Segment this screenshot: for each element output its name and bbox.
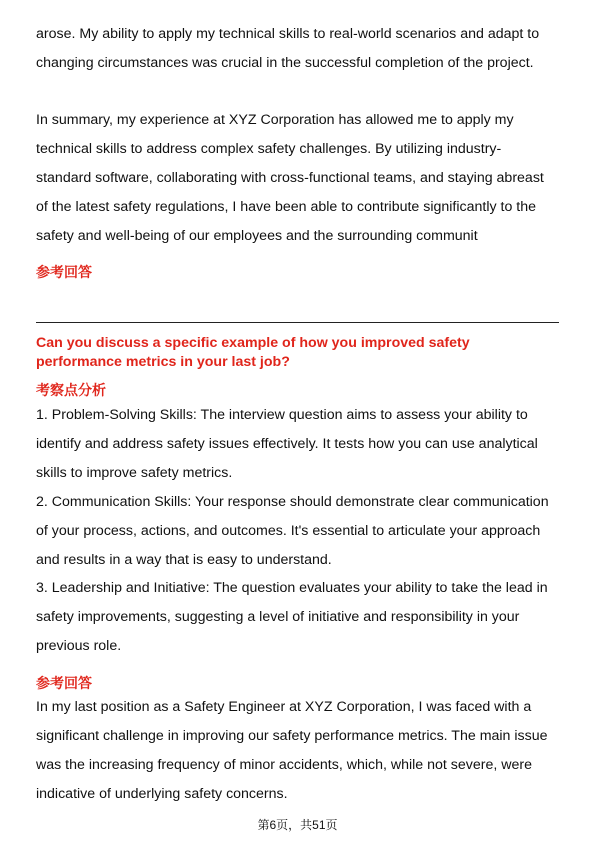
text-line: previous role. bbox=[36, 638, 122, 654]
text-line: was the increasing frequency of minor accidents, which, while not severe, were bbox=[36, 757, 533, 773]
text-line: changing circumstances was crucial in the successful completion of the project. bbox=[36, 55, 534, 71]
text-line: of your process, actions, and outcomes. It's essential to articulate your approach bbox=[36, 523, 541, 539]
reference-answer-label: 参考回答 bbox=[36, 264, 92, 280]
text-line: safety improvements, suggesting a level of initiative and responsibility in your bbox=[36, 609, 520, 625]
answer-paragraph bbox=[36, 693, 562, 809]
analysis-label: 考察点分析 bbox=[36, 382, 106, 398]
text-line: of the latest safety regulations, I have been able to contribute significantly to the bbox=[36, 199, 537, 215]
text-line: 1. Problem-Solving Skills: The interview question aims to assess your ability to bbox=[36, 407, 528, 423]
interview-question bbox=[36, 334, 562, 372]
text-line: skills to improve safety metrics. bbox=[36, 465, 233, 481]
text-line: and results in a way that is easy to understand. bbox=[36, 552, 332, 568]
text-line: identify and address safety issues effectively. It tests how you can use analytical bbox=[36, 436, 538, 452]
text-line: 2. Communication Skills: Your response should demonstrate clear communication bbox=[36, 494, 549, 510]
question-line: Can you discuss a specific example of how you improved safety bbox=[36, 335, 470, 351]
text-line: arose. My ability to apply my technical skills to real-world scenarios and adapt to bbox=[36, 26, 540, 42]
question-line: performance metrics in your last job? bbox=[36, 354, 290, 370]
text-line: 3. Leadership and Initiative: The question evaluates your ability to take the lead in bbox=[36, 580, 548, 596]
text-line: safety and well-being of our employees and the surrounding communit bbox=[36, 228, 478, 244]
reference-answer-label: 参考回答 bbox=[36, 675, 92, 691]
text-line: standard software, collaborating with cross-functional teams, and staying abreast bbox=[36, 170, 544, 186]
summary-paragraph bbox=[36, 106, 562, 251]
analysis-point bbox=[36, 401, 562, 488]
text-line: significant challenge in improving our safety performance metrics. The main issue bbox=[36, 728, 548, 744]
text-line: In my last position as a Safety Engineer at XYZ Corporation, I was faced with a bbox=[36, 699, 532, 715]
analysis-point bbox=[36, 488, 562, 575]
text-line: In summary, my experience at XYZ Corporation has allowed me to apply my bbox=[36, 112, 514, 128]
text-line: indicative of underlying safety concerns. bbox=[36, 786, 288, 802]
intro-paragraph bbox=[36, 20, 562, 78]
text-line: technical skills to address complex safety challenges. By utilizing industry- bbox=[36, 141, 502, 157]
analysis-point bbox=[36, 574, 562, 661]
section-divider bbox=[36, 322, 559, 323]
page-number: 第6页，共51页 bbox=[257, 818, 338, 832]
